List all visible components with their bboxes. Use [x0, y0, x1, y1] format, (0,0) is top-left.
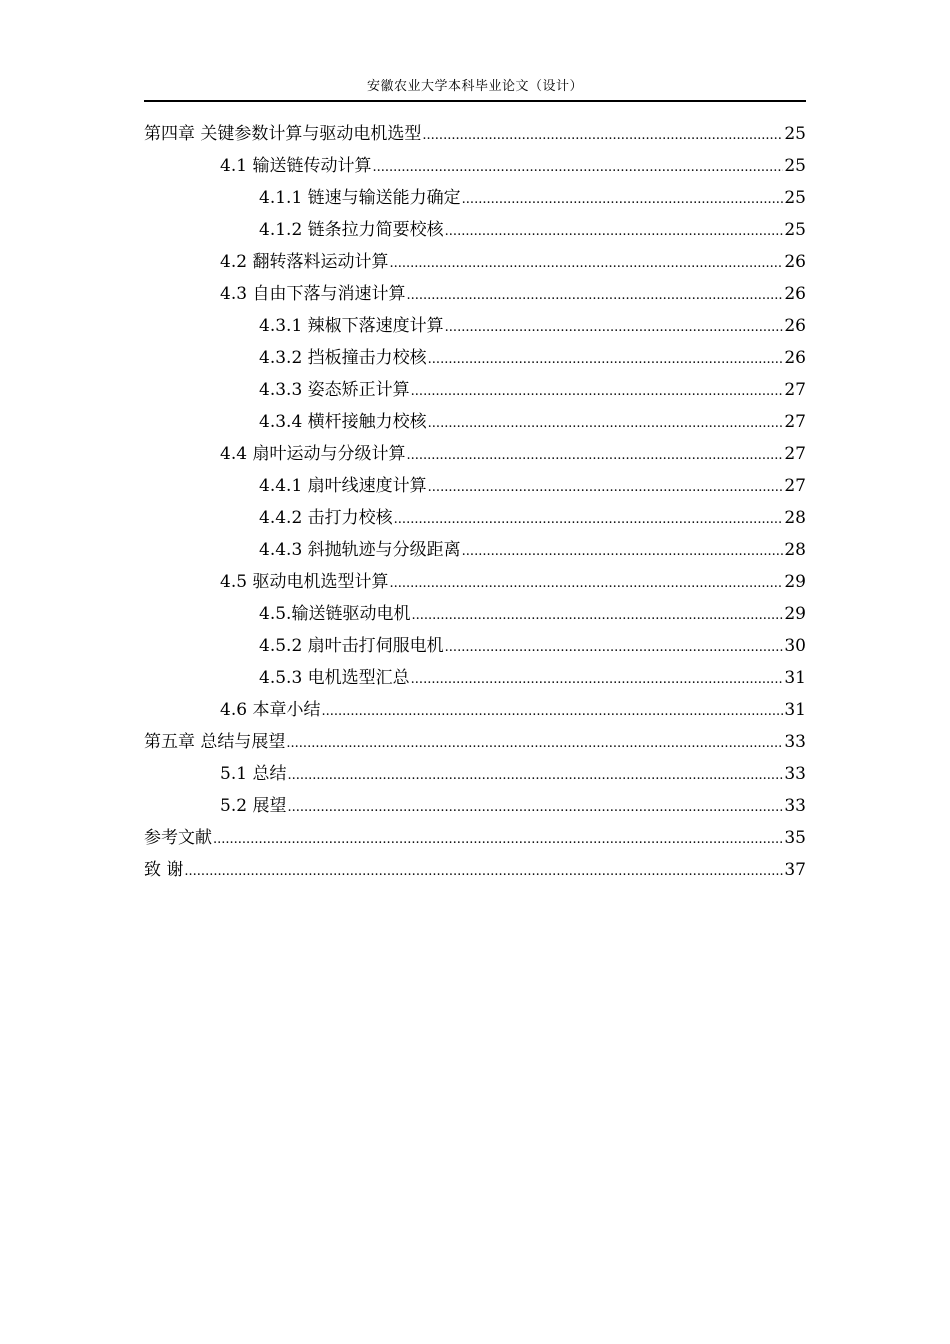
toc-entry[interactable] [144, 374, 806, 406]
toc-leader-dots [372, 152, 783, 184]
toc-entry-title: 4.4.1 扇叶线速度计算 [259, 476, 427, 496]
toc-entry[interactable] [144, 630, 806, 662]
toc-leader-dots [287, 792, 783, 824]
toc-leader-dots [428, 472, 784, 504]
toc-leader-dots [428, 344, 784, 376]
toc-entry-page: 29 [784, 572, 806, 592]
toc-entry[interactable] [144, 502, 806, 534]
toc-leader-dots [184, 856, 783, 888]
toc-entry-title: 4.3.1 辣椒下落速度计算 [259, 316, 444, 336]
toc-leader-dots [287, 760, 783, 792]
toc-leader-dots [462, 536, 784, 568]
toc-entry[interactable] [144, 406, 806, 438]
toc-entry[interactable] [144, 214, 806, 246]
toc-entry[interactable] [144, 438, 806, 470]
toc-entry-page: 28 [784, 508, 806, 528]
toc-entry[interactable] [144, 790, 806, 822]
toc-entry[interactable] [144, 310, 806, 342]
toc-entry[interactable] [144, 822, 806, 854]
toc-entry-title: 4.5.2 扇叶击打伺服电机 [259, 636, 444, 656]
toc-entry[interactable] [144, 566, 806, 598]
toc-entry-title: 参考文献 [144, 828, 212, 848]
toc-entry-page: 37 [784, 860, 806, 880]
toc-entry-page: 26 [784, 284, 806, 304]
toc-entry-title: 4.4 扇叶运动与分级计算 [220, 444, 406, 464]
toc-entry-title: 4.6 本章小结 [220, 700, 321, 720]
toc-entry-page: 33 [784, 796, 806, 816]
toc-entry-page: 33 [784, 732, 806, 752]
toc-leader-dots [406, 280, 783, 312]
toc-entry[interactable] [144, 470, 806, 502]
toc-leader-dots [394, 504, 784, 536]
toc-entry-title: 5.2 展望 [220, 796, 287, 816]
toc-leader-dots [286, 728, 783, 760]
toc-entry-title: 致 谢 [144, 860, 184, 880]
toc-entry-page: 29 [784, 604, 806, 624]
toc-entry-title: 4.1 输送链传动计算 [220, 156, 372, 176]
page-header: 安徽农业大学本科毕业论文（设计） [366, 79, 583, 94]
toc-entry-page: 35 [784, 828, 806, 848]
toc-entry[interactable] [144, 854, 806, 886]
toc-entry-page: 26 [784, 316, 806, 336]
toc-leader-dots [422, 120, 783, 152]
toc-entry-page: 27 [784, 380, 806, 400]
toc-entry-title: 4.2 翻转落料运动计算 [220, 252, 389, 272]
toc-entry-title: 4.4.3 斜抛轨迹与分级距离 [259, 540, 461, 560]
toc-leader-dots [428, 408, 784, 440]
toc-entry-page: 30 [784, 636, 806, 656]
toc-entry[interactable] [144, 342, 806, 374]
toc-entry-title: 4.1.1 链速与输送能力确定 [259, 188, 461, 208]
toc-entry-title: 第五章 总结与展望 [144, 732, 286, 752]
toc-entry-title: 4.5.3 电机选型汇总 [259, 668, 410, 688]
toc-entry-page: 25 [784, 124, 806, 144]
toc-entry[interactable] [144, 534, 806, 566]
toc-entry-title: 4.5.输送链驱动电机 [259, 604, 411, 624]
toc-entry-page: 31 [784, 700, 806, 720]
toc-leader-dots [213, 824, 783, 856]
toc-entry-title: 4.3.3 姿态矫正计算 [259, 380, 410, 400]
toc-entry-page: 26 [784, 348, 806, 368]
toc-entry-title: 4.3.4 横杆接触力校核 [259, 412, 427, 432]
toc-entry-title: 4.1.2 链条拉力简要校核 [259, 220, 444, 240]
toc-entry[interactable] [144, 150, 806, 182]
toc-entry[interactable] [144, 694, 806, 726]
toc-leader-dots [445, 632, 784, 664]
toc-entry[interactable] [144, 246, 806, 278]
toc-leader-dots [411, 376, 784, 408]
toc-entry-title: 4.3 自由下落与消速计算 [220, 284, 406, 304]
toc-entry-title: 4.3.2 挡板撞击力校核 [259, 348, 427, 368]
toc-entry-page: 27 [784, 476, 806, 496]
toc-entry-page: 27 [784, 412, 806, 432]
toc-entry[interactable] [144, 598, 806, 630]
toc-entry[interactable] [144, 278, 806, 310]
toc-entry-title: 第四章 关键参数计算与驱动电机选型 [144, 124, 422, 144]
toc-entry[interactable] [144, 118, 806, 150]
toc-entry-page: 31 [784, 668, 806, 688]
toc-leader-dots [411, 600, 783, 632]
toc-entry[interactable] [144, 662, 806, 694]
toc-entry-page: 27 [784, 444, 806, 464]
toc-entry[interactable] [144, 182, 806, 214]
toc-leader-dots [321, 696, 783, 728]
toc-entry-page: 25 [784, 156, 806, 176]
toc-leader-dots [462, 184, 784, 216]
toc-entry-page: 33 [784, 764, 806, 784]
toc-leader-dots [411, 664, 784, 696]
toc-entry[interactable] [144, 758, 806, 790]
toc-leader-dots [389, 568, 783, 600]
toc-entry-title: 4.5 驱动电机选型计算 [220, 572, 389, 592]
toc-entry-page: 28 [784, 540, 806, 560]
toc-leader-dots [445, 216, 784, 248]
toc-leader-dots [389, 248, 783, 280]
toc-entry-title: 5.1 总结 [220, 764, 287, 784]
table-of-contents [144, 118, 806, 886]
toc-entry-page: 25 [784, 188, 806, 208]
toc-leader-dots [406, 440, 783, 472]
header-rule [144, 100, 806, 102]
toc-entry-title: 4.4.2 击打力校核 [259, 508, 393, 528]
toc-entry-page: 26 [784, 252, 806, 272]
toc-entry[interactable] [144, 726, 806, 758]
toc-entry-page: 25 [784, 220, 806, 240]
toc-leader-dots [445, 312, 784, 344]
